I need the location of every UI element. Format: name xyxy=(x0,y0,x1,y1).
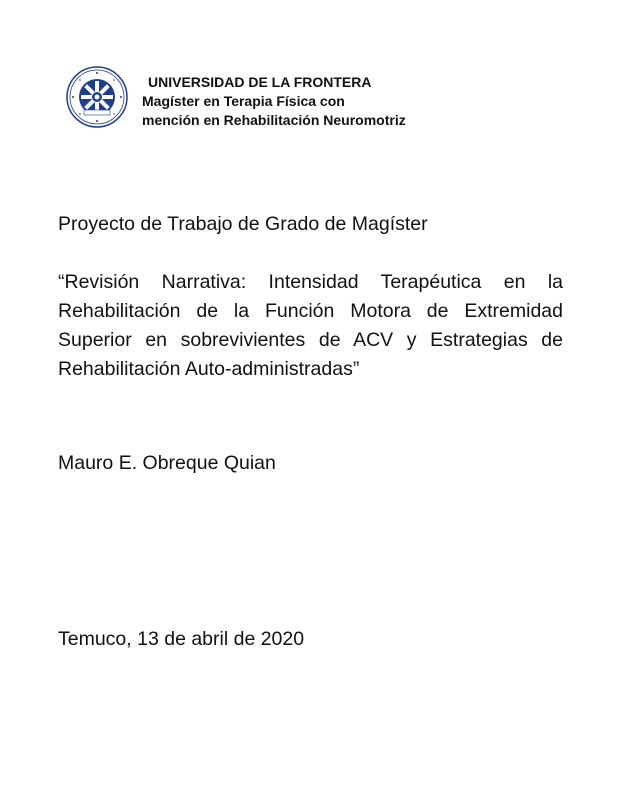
institution-header xyxy=(142,73,406,130)
institution-name: UNIVERSIDAD DE LA FRONTERA xyxy=(148,74,372,90)
program-line-1: Magíster en Terapia Física con xyxy=(142,93,345,109)
program-line-2: mención en Rehabilitación Neuromotriz xyxy=(142,112,406,128)
project-type: Proyecto de Trabajo de Grado de Magíster xyxy=(58,213,428,235)
author-name: Mauro E. Obreque Quian xyxy=(58,452,276,474)
thesis-title: “Revisión Narrativa: Intensidad Terapéutica en la Rehabilitación de la Función Motora de Extremidad Superior en sobrevivientes de ACV y Estrategias de Rehabilitación Auto-administradas” xyxy=(58,271,563,380)
place-and-date: Temuco, 13 de abril de 2020 xyxy=(58,628,305,650)
university-seal-icon xyxy=(66,66,128,128)
